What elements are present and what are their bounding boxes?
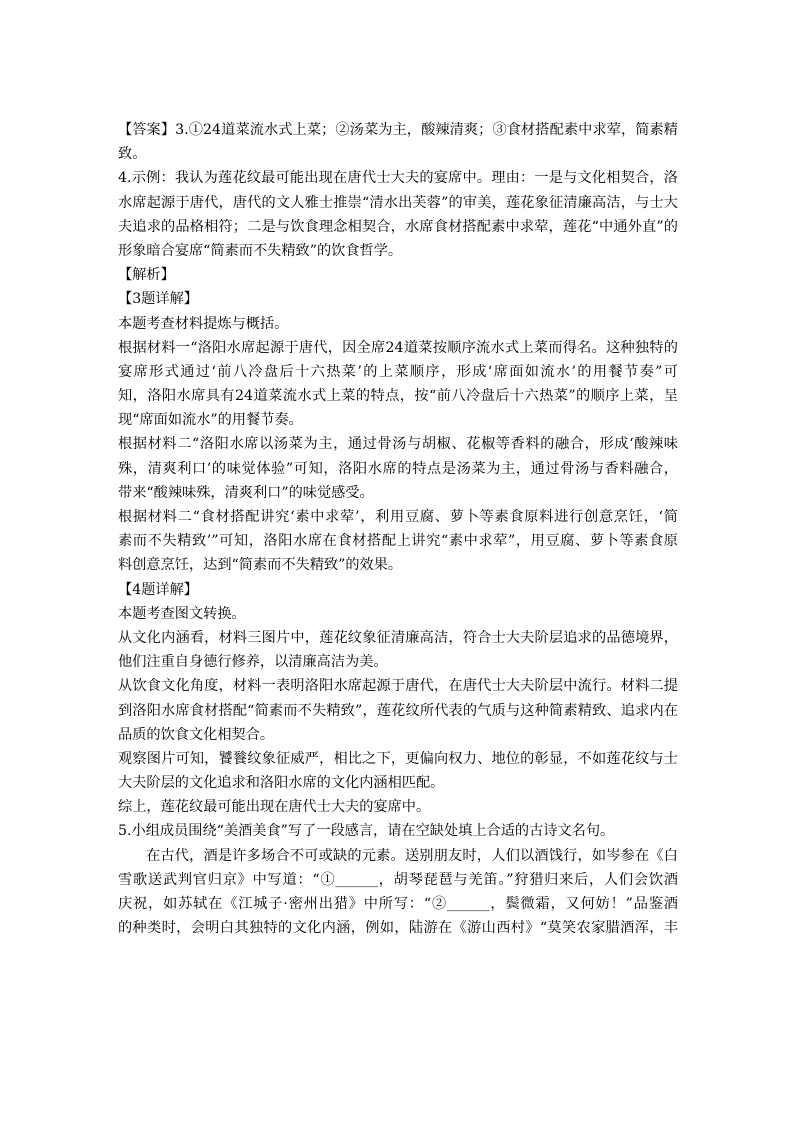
text-line: 根据材料二“食材搭配讲究‘素中求荤’，利用豆腐、萝卜等素食原料进行创意烹饪，‘简 <box>118 509 678 525</box>
text-line: 庆祝，如苏轼在《江城子·密州出猎》中所写：“②______，鬓微霜，又何妨！”品鉴酒 <box>118 896 678 912</box>
text-line: 根据材料二“洛阳水席以汤菜为主，通过骨汤与胡椒、花椒等香料的融合，形成‘酸辣味 <box>118 436 678 453</box>
text-line: 根据材料一“洛阳水席起源于唐代，因全席24道菜按顺序流水式上菜而得名。这种独特的 <box>118 339 678 356</box>
text-line: 观察图片可知，饕餮纹象征威严，相比之下，更偏向权力、地位的彰显，不如莲花纹与士 <box>118 750 678 767</box>
text-line: 【答案】3.①24道菜流水式上菜；②汤菜为主，酸辣清爽；③食材搭配素中求荤，简素精 <box>118 122 678 138</box>
text-line: 夫追求的品格相符；二是与饮食理念相契合，水席食材搭配素中求荤，莲花“中通外直”的 <box>118 218 678 235</box>
text-line: 本题考查材料提炼与概括。 <box>118 315 289 332</box>
text-line: 在古代，酒是许多场合不可或缺的元素。送别朋友时，人们以酒饯行，如岑参在《白 <box>146 847 678 864</box>
text-line: 雪歌送武判官归京》中写道：“①______，胡琴琵琶与羌笛。”狩猎归来后，人们会饮酒 <box>118 871 678 888</box>
text-line: 致。 <box>118 146 147 163</box>
text-line: 品质的饮食文化相契合。 <box>118 726 275 743</box>
text-line: 殊，清爽利口’的味觉体验”可知，洛阳水席的特点是汤菜为主，通过骨汤与香料融合， <box>118 460 678 477</box>
text-line: 到洛阳水席食材搭配“简素而不失精致”，莲花纹所代表的气质与这种简素精致、追求内在 <box>118 702 678 719</box>
text-line: 从文化内涵看，材料三图片中，莲花纹象征清廉高洁，符合士大夫阶层追求的品德境界， <box>118 629 678 646</box>
document-body <box>118 118 678 940</box>
text-line: 现“席面如流水”的用餐节奏。 <box>118 412 303 429</box>
text-line: 4.示例：我认为莲花纹最可能出现在唐代士大夫的宴席中。理由：一是与文化相契合，洛 <box>118 170 678 187</box>
text-line: 综上，莲花纹最可能出现在唐代士大夫的宴席中。 <box>118 799 431 816</box>
text-line: 大夫阶层的文化追求和洛阳水席的文化内涵相匹配。 <box>118 775 445 792</box>
text-line: 宴席形式通过‘前八冷盘后十六热菜’的上菜顺序，形成‘席面如流水’的用餐节奏”可 <box>118 363 678 380</box>
text-line: 他们注重自身德行修养，以清廉高洁为美。 <box>118 654 388 671</box>
text-line: 【3题详解】 <box>118 291 198 308</box>
text-line: 水席起源于唐代，唐代的文人雅士推崇“清水出芙蓉”的审美，莲花象征清廉高洁，与士大 <box>118 194 678 211</box>
text-line: 的种类时，会明白其独特的文化内涵，例如，陆游在《游山西村》“莫笑农家腊酒浑，丰 <box>118 920 678 937</box>
text-line: 知，洛阳水席具有24道菜流水式上菜的特点，按“前八冷盘后十六热菜”的顺序上菜，呈 <box>118 388 678 405</box>
text-line: 【解析】 <box>118 267 175 284</box>
text-line: 形象暗合宴席“简素而不失精致”的饮食哲学。 <box>118 242 403 259</box>
text-line: 5.小组成员围绕“美酒美食”写了一段感言，请在空缺处填上合适的古诗文名句。 <box>118 823 615 840</box>
text-line: 素而不失精致’”可知，洛阳水席在食材搭配上讲究“素中求荤”，用豆腐、萝卜等素食原 <box>118 533 678 550</box>
text-line: 本题考查图文转换。 <box>118 605 246 622</box>
text-line: 从饮食文化角度，材料一表明洛阳水席起源于唐代，在唐代士大夫阶层中流行。材料二提 <box>118 678 678 695</box>
text-line: 带来“酸辣味殊，清爽利口”的味觉感受。 <box>118 484 374 501</box>
text-line: 料创意烹饪，达到“简素而不失精致”的效果。 <box>118 557 403 574</box>
text-line: 【4题详解】 <box>118 581 198 598</box>
